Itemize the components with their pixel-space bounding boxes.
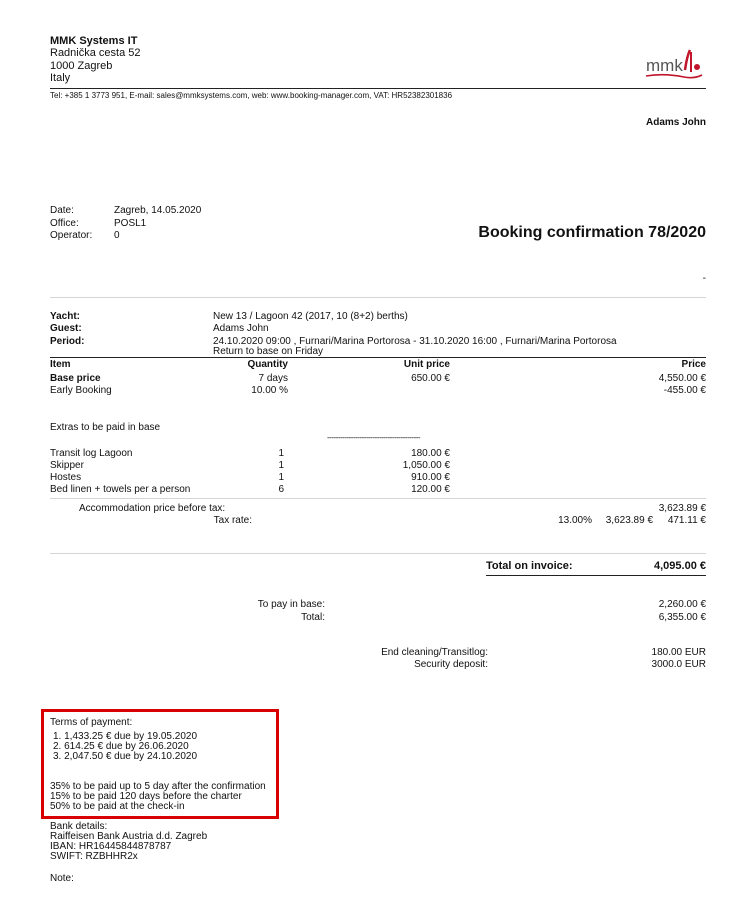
row-unit-price: 650.00 € [411,373,450,384]
row-price: 4,550.00 € [658,373,706,384]
tax-label: Tax rate: [213,515,252,526]
terms-title: Terms of payment: [50,717,133,728]
date-label: Date: [50,205,74,216]
company-city: 1000 Zagreb [50,60,113,72]
extra-quantity: 6 [278,484,284,495]
row-quantity: 7 days [258,373,288,384]
extra-quantity: 1 [278,448,284,459]
pay-base-value: 2,260.00 € [658,599,706,610]
tax-rate: 13.00% [558,515,592,526]
period-note: Return to base on Friday [213,346,324,357]
installment-item: 3. 2,047.50 € due by 24.10.2020 [53,751,198,762]
condition-item: 50% to be paid at the check-in [50,801,185,812]
company-name: MMK Systems IT [50,35,138,47]
bank-iban: IBAN: HR16445844878787 [50,841,172,852]
bank-title: Bank details: [50,821,108,832]
row-item: Base price [50,373,101,384]
operator-value: 0 [114,230,120,241]
operator-label: Operator: [50,230,93,241]
guest-label: Guest: [50,323,82,334]
installment-item: 1. 1,433.25 € due by 19.05.2020 [53,731,198,742]
bank-swift: SWIFT: RZBHHR2x [50,851,138,862]
extra-price: 1,050.00 € [402,460,450,471]
yacht-label: Yacht: [50,311,81,322]
company-contact: Tel: +385 1 3773 951, E-mail: sales@mmksystems.com, web: www.booking-manager.com, VAT: HR52382301836 [50,91,453,100]
company-logo [644,46,706,80]
bank-name: Raiffeisen Bank Austria d.d. Zagreb [50,831,208,842]
extra-quantity: 1 [278,472,284,483]
company-street: Radnička cesta 52 [50,47,141,59]
extra-price: 910.00 € [411,472,450,483]
tax-base: 3,623.89 € [605,515,653,526]
extras-title: Extras to be paid in base [50,422,161,433]
recipient-name: Adams John [645,117,706,128]
company-country: Italy [50,72,71,84]
pay-total-label: Total: [301,612,325,623]
header-quantity: Quantity [247,359,288,370]
date-value: Zagreb, 14.05.2020 [114,205,202,216]
extra-item: Hostes [50,472,82,483]
cleaning-label: End cleaning/Transitlog: [381,647,488,658]
condition-item: 35% to be paid up to 5 day after the confirmation [50,781,266,792]
extra-quantity: 1 [278,460,284,471]
extras-separator: ------------------------------------------- [327,433,421,442]
logo-text: mmk [646,56,683,75]
note-label: Note: [50,873,74,884]
yacht-value: New 13 / Lagoon 42 (2017, 10 (8+2) berths) [213,311,408,322]
guest-value: Adams John [213,323,269,334]
header-price: Price [681,359,706,370]
header-item: Item [50,359,71,370]
accommodation-label: Accommodation price before tax: [79,503,226,514]
row-quantity: 10.00 % [251,385,288,396]
pay-total-value: 6,355.00 € [658,612,706,623]
extra-price: 120.00 € [411,484,450,495]
total-value: 4,095.00 € [654,560,706,572]
extra-item: Skipper [50,460,84,471]
accommodation-value: 3,623.89 € [658,503,706,514]
period-value: 24.10.2020 09:00 , Furnari/Marina Portorosa - 31.10.2020 16:00 , Furnari/Marina Portorosa [213,336,617,347]
document-title: Booking confirmation 78/2020 [478,224,706,241]
deposit-value: 3000.0 EUR [651,659,706,670]
office-label: Office: [50,218,79,229]
office-value: POSL1 [114,218,147,229]
extra-price: 180.00 € [411,448,450,459]
installment-item: 2. 614.25 € due by 26.06.2020 [53,741,189,752]
row-price: -455.00 € [663,385,706,396]
header-unit-price: Unit price [403,359,450,370]
row-item: Early Booking [50,385,112,396]
cleaning-value: 180.00 EUR [651,647,706,658]
tax-amount: 471.11 € [667,515,706,526]
deposit-label: Security deposit: [414,659,488,670]
period-label: Period: [50,336,85,347]
pay-base-label: To pay in base: [257,599,325,610]
total-label: Total on invoice: [486,560,573,572]
dash-mark: - [702,273,706,284]
extra-item: Transit log Lagoon [50,448,133,459]
extra-item: Bed linen + towels per a person [50,484,191,495]
condition-item: 15% to be paid 120 days before the charter [50,791,242,802]
